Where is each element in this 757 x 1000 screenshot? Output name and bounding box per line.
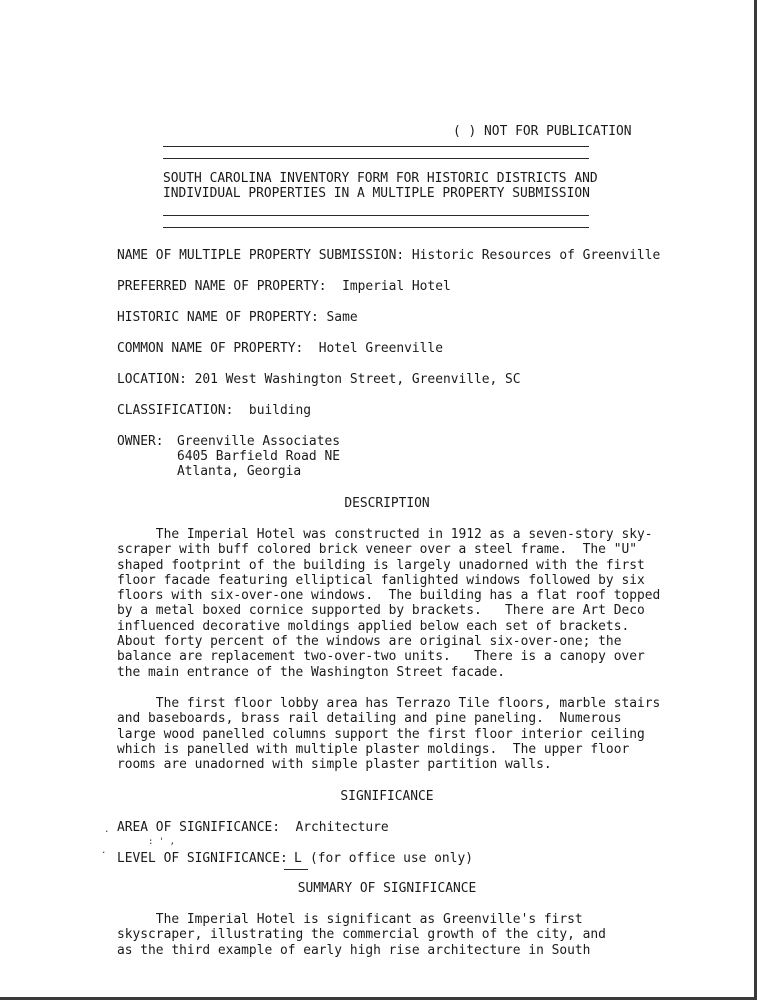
- historic-name-field: HISTORIC NAME OF PROPERTY: Same: [117, 310, 358, 325]
- owner-line-3: Atlanta, Georgia: [177, 464, 302, 479]
- owner-line-1: Greenville Associates: [177, 434, 340, 449]
- not-for-publication: ( ) NOT FOR PUBLICATION: [453, 124, 632, 139]
- area-of-significance: AREA OF SIGNIFICANCE: Architecture: [117, 820, 389, 835]
- scan-speck: .: [101, 846, 107, 856]
- classification-field: CLASSIFICATION: building: [117, 403, 312, 418]
- form-title-line-2: INDIVIDUAL PROPERTIES IN A MULTIPLE PROPERTY SUBMISSION: [163, 186, 590, 201]
- scan-speck: : ' ,: [148, 837, 176, 847]
- location-field: LOCATION: 201 West Washington Street, Greenville, SC: [117, 372, 521, 387]
- description-heading: DESCRIPTION: [344, 496, 430, 511]
- header-rule-2: [163, 158, 589, 159]
- header-rule-3: [163, 215, 589, 216]
- level-of-significance-note: (for office use only): [310, 851, 473, 866]
- scan-speck: .: [104, 825, 110, 835]
- header-rule-1: [163, 146, 589, 147]
- common-name-field: COMMON NAME OF PROPERTY: Hotel Greenville: [117, 341, 443, 356]
- owner-line-2: 6405 Barfield Road NE: [177, 449, 340, 464]
- level-value-underline: [284, 869, 308, 870]
- summary-heading: SUMMARY OF SIGNIFICANCE: [297, 881, 477, 896]
- header-rule-4: [163, 227, 589, 228]
- description-paragraph-2: The first floor lobby area has Terrazo Tile floors, marble stairs and baseboards, brass rail detailing and pine paneling. Numerous large wood panelled columns support the first floor interior ceiling which is panelled with multiple plaster moldings. The upper floor rooms are unadorned with simple plaster partition walls.: [117, 696, 661, 773]
- mps-name-field: NAME OF MULTIPLE PROPERTY SUBMISSION: Historic Resources of Greenville: [117, 248, 661, 263]
- preferred-name-field: PREFERRED NAME OF PROPERTY: Imperial Hotel: [117, 279, 451, 294]
- level-of-significance-value: L: [294, 851, 302, 866]
- level-of-significance-label: LEVEL OF SIGNIFICANCE:: [117, 851, 288, 866]
- owner-label: OWNER:: [117, 434, 164, 449]
- significance-heading: SIGNIFICANCE: [340, 789, 434, 804]
- description-paragraph-1: The Imperial Hotel was constructed in 1912 as a seven-story sky- scraper with buff colored brick veneer over a steel frame. The "U" shaped footprint of the building is largely unadorned with the first floor facade featuring elliptical fanlighted windows followed by six floors with six-over-one windows. The building has a flat roof topped by a metal boxed cornice supported by brackets. There are Art Deco influenced decorative moldings applied below each set of brackets. About forty percent of the windows are original six-over-one; the balance are replacement two-over-two units. There is a canopy over the main entrance of the Washington Street facade.: [117, 527, 661, 680]
- summary-paragraph: The Imperial Hotel is significant as Greenville's first skyscraper, illustrating the commercial growth of the city, and as the third example of early high rise architecture in South: [117, 912, 606, 958]
- form-title-line-1: SOUTH CAROLINA INVENTORY FORM FOR HISTORIC DISTRICTS AND: [163, 171, 598, 186]
